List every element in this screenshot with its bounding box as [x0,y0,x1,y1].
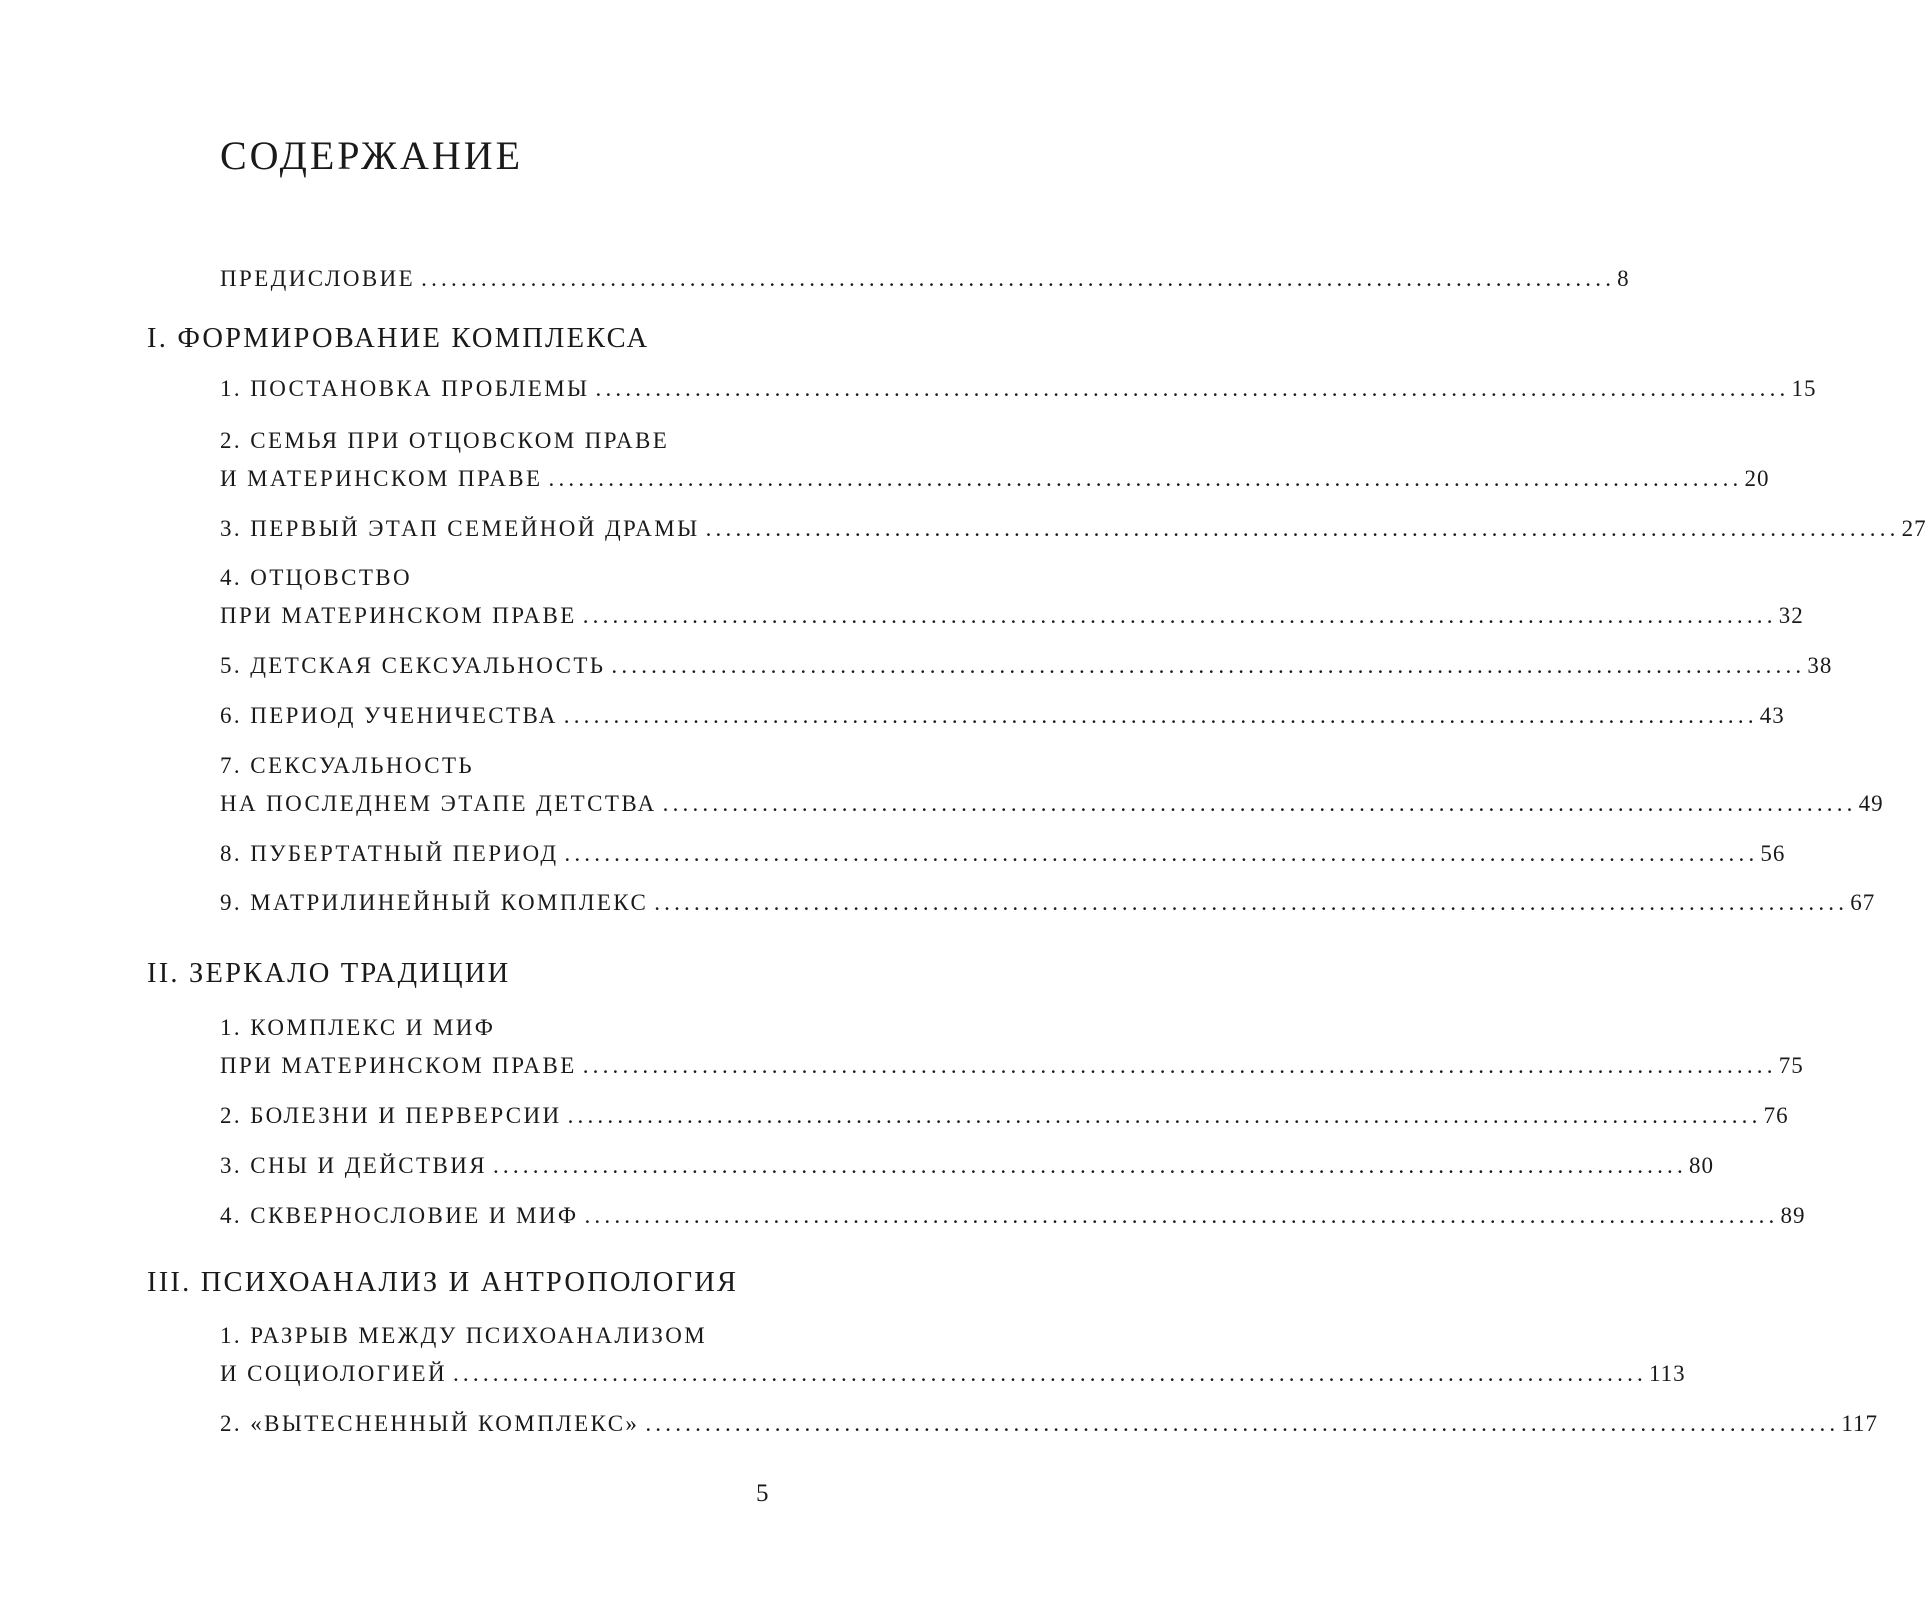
toc-entry-page: 56 [1760,841,1786,866]
part-title-1: I. ФОРМИРОВАНИЕ КОМПЛЕКСА [147,323,650,354]
dot-leader: ........................................................................................................................ [563,703,1758,728]
toc-entry-line: 2. СЕМЬЯ ПРИ ОТЦОВСКОМ ПРАВЕ [220,428,670,453]
toc-entry-label: 9. МАТРИЛИНЕЙНЫЙ КОМПЛЕКС [220,890,649,915]
toc-entry-page: 20 [1744,466,1770,491]
toc-entry-page: 8 [1617,266,1630,291]
toc-entry-label: 4. СКВЕРНОСЛОВИЕ И МИФ [220,1203,579,1228]
toc-entry-page: 15 [1791,376,1817,401]
toc-entry-page: 67 [1850,890,1876,915]
toc-entry-page: 75 [1778,1053,1804,1078]
toc-entry-label: ПРИ МАТЕРИНСКОМ ПРАВЕ [220,603,577,628]
page-number: 5 [756,1480,769,1507]
toc-entry [220,376,1817,408]
toc-entry-label: 6. ПЕРИОД УЧЕНИЧЕСТВА [220,703,558,728]
toc-entry [220,1411,1878,1443]
dot-leader: ........................................................................................................................ [548,466,1743,491]
toc-entry-label: И МАТЕРИНСКОМ ПРАВЕ [220,466,543,491]
toc-entry-label: 3. СНЫ И ДЕЙСТВИЯ [220,1153,487,1178]
dot-leader: ........................................................................................................................ [654,890,1849,915]
toc-entry-label: 2. «ВЫТЕСНЕННЫЙ КОМПЛЕКС» [220,1411,640,1436]
toc-entry [220,1203,1806,1235]
dot-leader: ........................................................................................................................ [582,1053,1777,1078]
toc-entry-page: 80 [1688,1153,1714,1178]
toc-entry-line: 4. ОТЦОВСТВО [220,565,413,590]
dot-leader: ........................................................................................................................ [645,1411,1840,1436]
toc-entry-page: 76 [1763,1103,1789,1128]
toc-entry-label: НА ПОСЛЕДНЕМ ЭТАПЕ ДЕТСТВА [220,791,657,816]
toc-entry-line: 7. СЕКСУАЛЬНОСТЬ [220,753,475,778]
dot-leader: ........................................................................................................................ [662,791,1857,816]
dot-leader: ........................................................................................................................ [582,603,1777,628]
dot-leader: ........................................................................................................................ [611,653,1806,678]
toc-entry-preface [220,266,1630,298]
toc-entry-line: 1. РАЗРЫВ МЕЖДУ ПСИХОАНАЛИЗОМ [220,1323,708,1348]
toc-entry-label: 8. ПУБЕРТАТНЫЙ ПЕРИОД [220,841,559,866]
part-title-2: II. ЗЕРКАЛО ТРАДИЦИИ [147,958,511,989]
toc-entry [220,703,1785,735]
toc-entry-label: И СОЦИОЛОГИЕЙ [220,1361,447,1386]
toc-entry [220,653,1833,685]
toc-entry-page: 38 [1807,653,1833,678]
toc-entry [220,1053,1804,1085]
page-title: СОДЕРЖАНИЕ [220,133,524,178]
toc-entry [220,466,1770,498]
dot-leader: ........................................................................................................................ [584,1203,1779,1228]
toc-entry-page: 43 [1759,703,1785,728]
toc-entry-label: 1. ПОСТАНОВКА ПРОБЛЕМЫ [220,376,590,401]
toc-entry-page: 27 [1901,516,1927,541]
toc-entry [220,890,1876,922]
toc-entry [220,603,1804,635]
toc-entry-line: 1. КОМПЛЕКС И МИФ [220,1015,496,1040]
toc-entry-label: 5. ДЕТСКАЯ СЕКСУАЛЬНОСТЬ [220,653,606,678]
toc-entry-page: 89 [1780,1203,1806,1228]
part-title-3: III. ПСИХОАНАЛИЗ И АНТРОПОЛОГИЯ [147,1267,739,1298]
toc-entry-label: ПРИ МАТЕРИНСКОМ ПРАВЕ [220,1053,577,1078]
dot-leader: ........................................................................................................................ [421,266,1616,291]
dot-leader: ........................................................................................................................ [705,516,1900,541]
toc-entry-label: 3. ПЕРВЫЙ ЭТАП СЕМЕЙНОЙ ДРАМЫ [220,516,700,541]
toc-entry-page: 113 [1648,1361,1686,1386]
toc-entry [220,1153,1714,1185]
toc-entry [220,1361,1686,1393]
toc-entry-page: 117 [1841,1411,1878,1436]
toc-entry-page: 32 [1778,603,1804,628]
toc-entry [220,791,1884,823]
dot-leader: ........................................................................................................................ [567,1103,1762,1128]
toc-entry-label: ПРЕДИСЛОВИЕ [220,266,416,291]
toc-entry [220,1103,1789,1135]
dot-leader: ........................................................................................................................ [452,1361,1647,1386]
toc-entry [220,516,1927,548]
dot-leader: ........................................................................................................................ [564,841,1759,866]
toc-entry [220,841,1786,873]
dot-leader: ........................................................................................................................ [492,1153,1687,1178]
dot-leader: ........................................................................................................................ [595,376,1790,401]
toc-entry-label: 2. БОЛЕЗНИ И ПЕРВЕРСИИ [220,1103,562,1128]
toc-entry-page: 49 [1858,791,1884,816]
